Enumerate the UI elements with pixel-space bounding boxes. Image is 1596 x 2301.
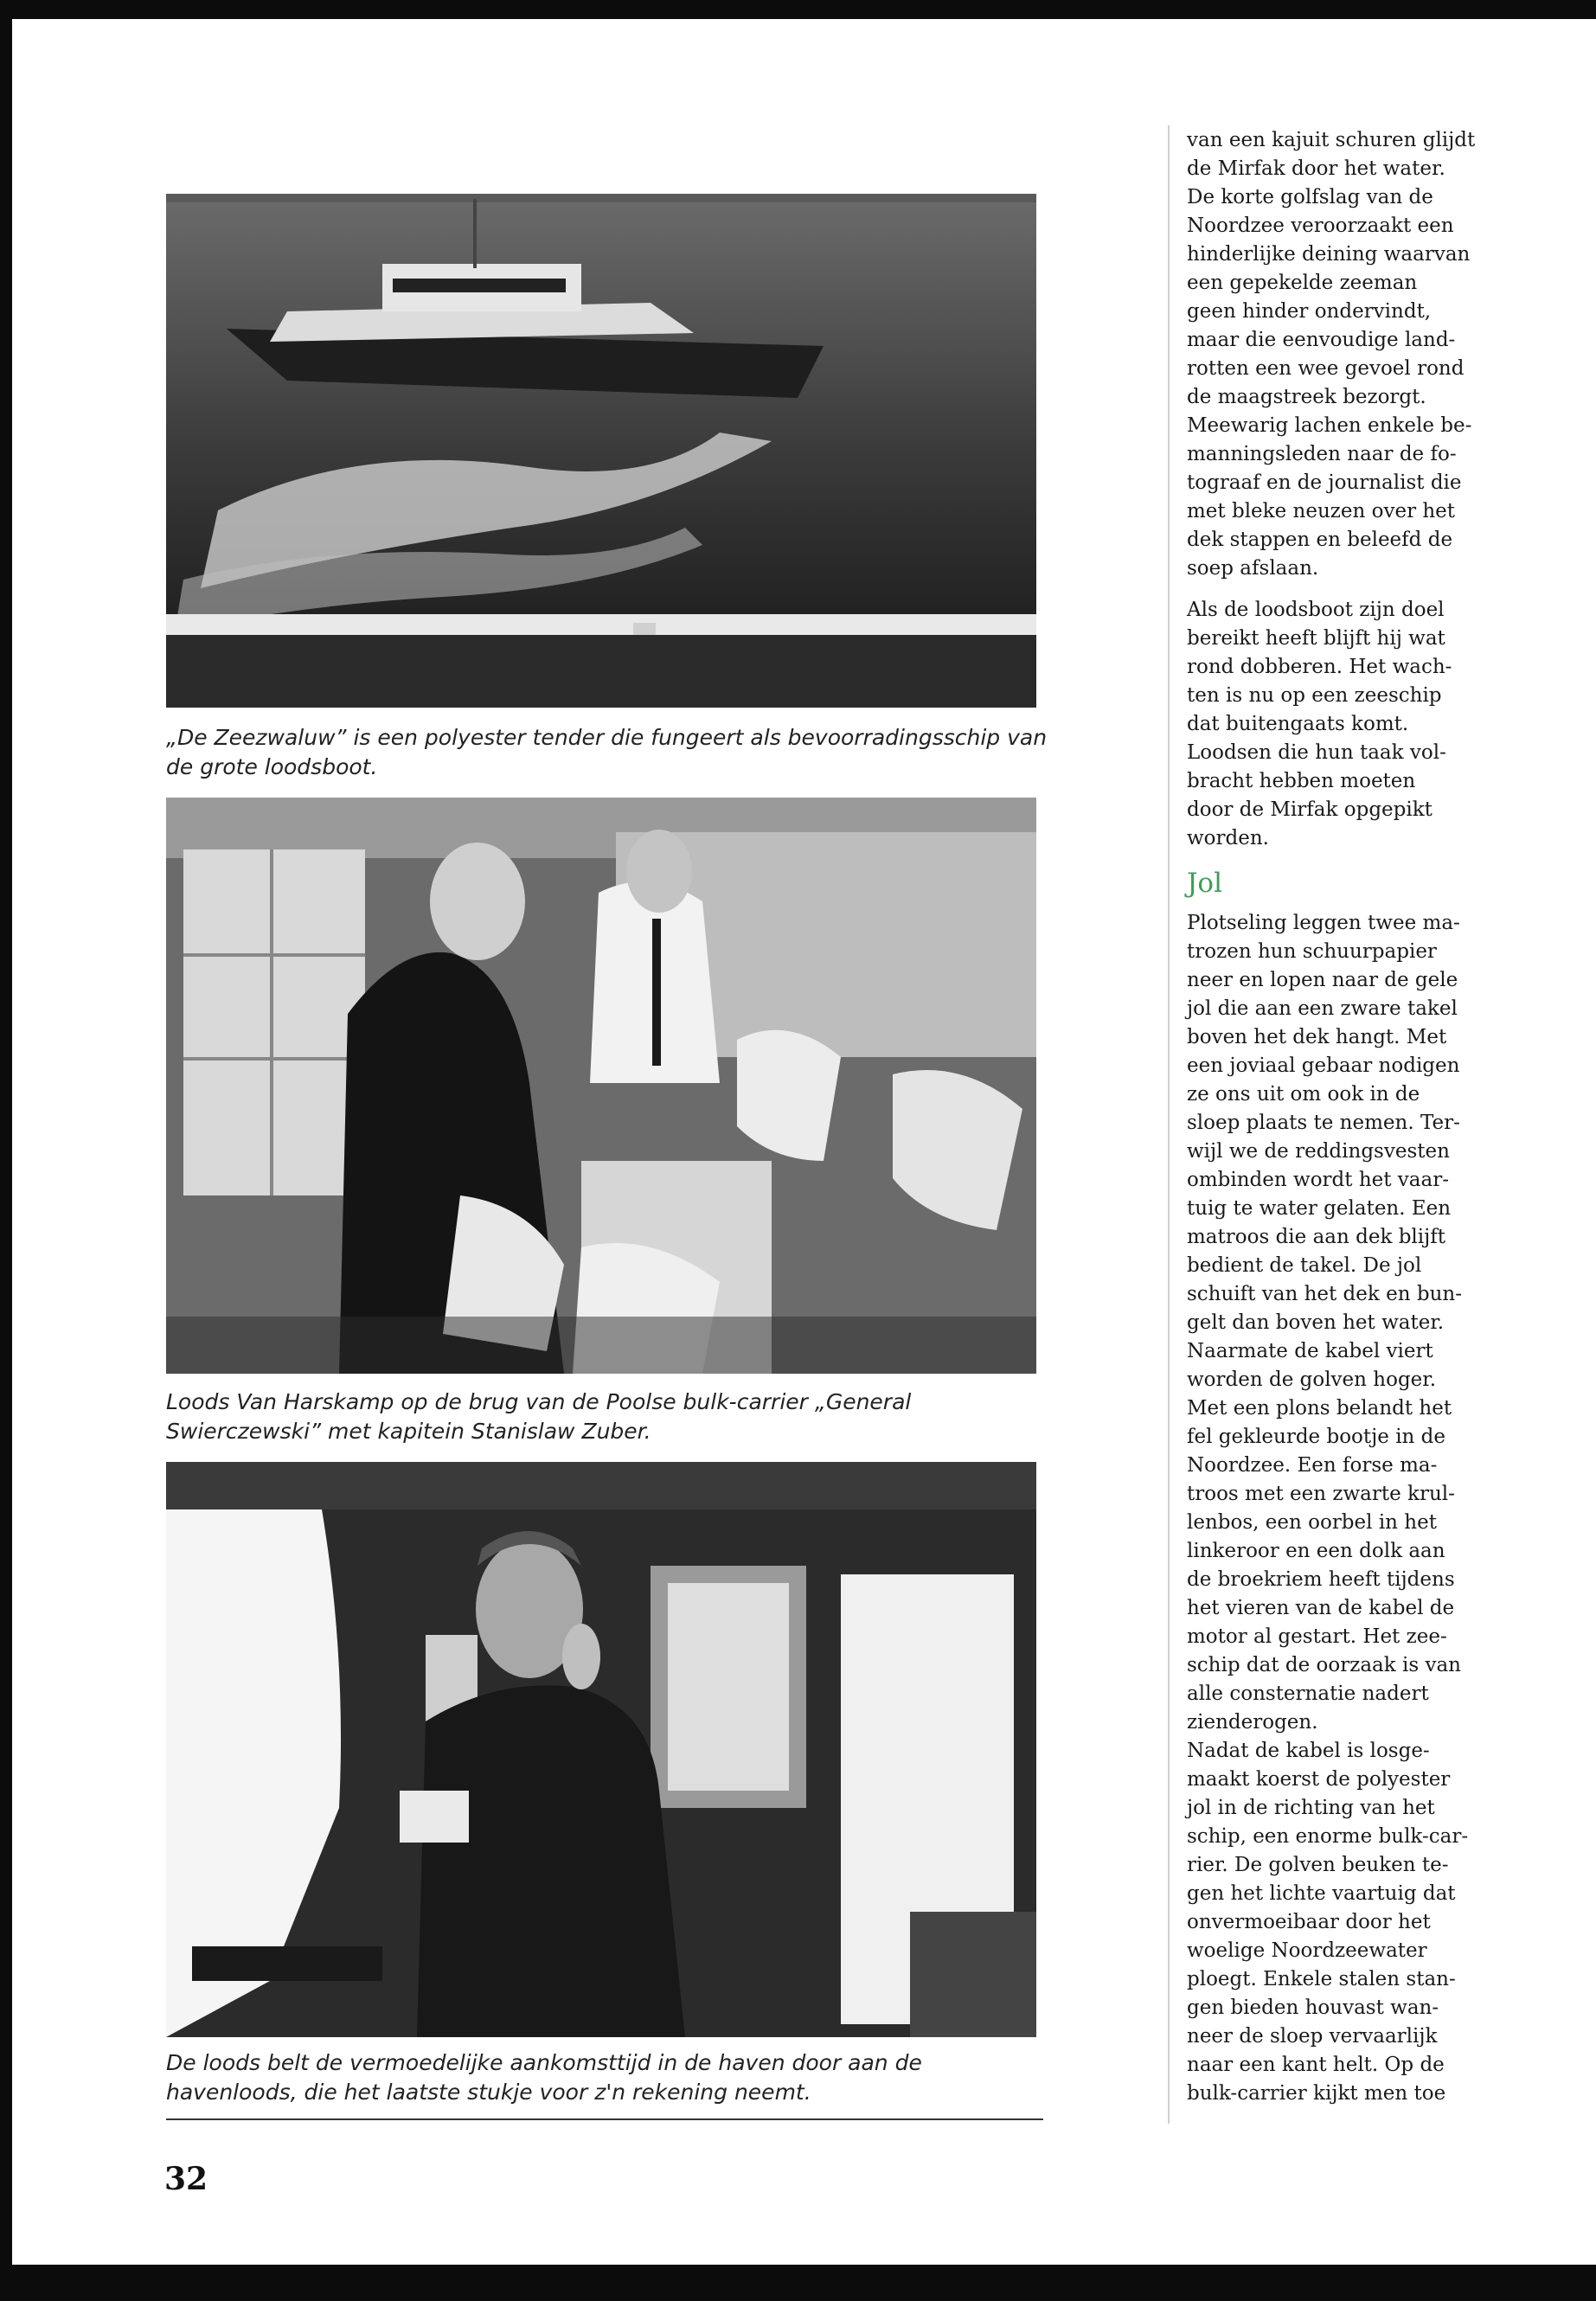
article-paragraph-3: Plotseling leggen twee ma- trozen hun schuurpapier neer en lopen naar de gele jol die aan een zware takel boven het dek hangt. Met een joviaal gebaar nodigen ze ons uit om ook in de sloep plaats te nemen. Ter- wijl we de reddingsvesten ombinden wordt het vaar- tuig te water gelaten. Een matroos die aan dek blijft bedient de takel. De jol schuift van het dek en bun- gelt dan boven het water. Naarmate de kabel viert worden de golven hoger. Met een plons belandt het fel gekleurde bootje in de Noordzee. Een forse ma- troos met een zwarte krul- lenbos, een oorbel in het linkeroor en een dolk aan de broekriem heeft tijdens het vieren van de kabel de motor al gestart. Het zee- schip dat de oorzaak is van alle consternatie nadert zienderogen. bbox=[1187, 912, 1462, 1734]
photo-ship-bridge bbox=[166, 798, 1036, 1374]
article-column bbox=[1187, 126, 1505, 2121]
photo-pilot-phone bbox=[166, 1462, 1036, 2037]
page-frame-left bbox=[0, 0, 12, 2301]
article-paragraph-1: van een kajuit schuren glijdt de Mirfak door het water. De korte golfslag van de Noordzee veroorzaakt een hinderlijke deining waarvan een gepekelde zeeman geen hinder ondervindt, maar die eenvoudige land- rotten een wee gevoel rond de maagstreek bezorgt. Meewarig lachen enkele be- manningsleden naar de fo- tograaf en de journalist die met bleke neuzen over het dek stappen en beleefd de soep afslaan. bbox=[1187, 129, 1476, 580]
page-number: 32 bbox=[164, 2161, 208, 2197]
column-rule bbox=[1168, 125, 1170, 2124]
page-frame-bottom bbox=[0, 2265, 1596, 2301]
caption-tender-ship: „De Zeezwaluw” is een polyester tender die fungeert als bevoorradingsschip van de grote loodsboot. bbox=[166, 725, 1048, 779]
page-frame-top bbox=[0, 0, 1596, 19]
caption-rule bbox=[166, 2118, 1043, 2120]
caption-pilot-phone: De loods belt de vermoedelijke aankomsttijd in de haven door aan de havenloods, die het laatste stukje voor z'n rekening neemt. bbox=[166, 2050, 922, 2105]
section-heading: Jol bbox=[1187, 868, 1223, 899]
photo-tender-ship bbox=[166, 182, 1036, 708]
article-paragraph-4: Nadat de kabel is losge- maakt koerst de polyester jol in de richting van het schip, een enorme bulk-car- rier. De golven beuken te- gen het lichte vaartuig dat onvermoeibaar door het woelige Noordzeewater ploegt. Enkele stalen stan- gen bieden houvast wan- neer de sloep vervaarlijk naar een kant helt. Op de bulk-carrier kijkt men toe bbox=[1187, 1740, 1469, 2105]
caption-ship-bridge: Loods Van Harskamp op de brug van de Poolse bulk-carrier „General Swierczewski” met kapitein Stanislaw Zuber. bbox=[166, 1389, 912, 1444]
article-paragraph-2: Als de loodsboot zijn doel bereikt heeft blijft hij wat rond dobberen. Het wach- ten is nu op een zeeschip dat buitengaats komt. Loodsen die hun taak vol- bracht hebben moeten door de Mirfak opgepikt worden. bbox=[1187, 599, 1452, 849]
